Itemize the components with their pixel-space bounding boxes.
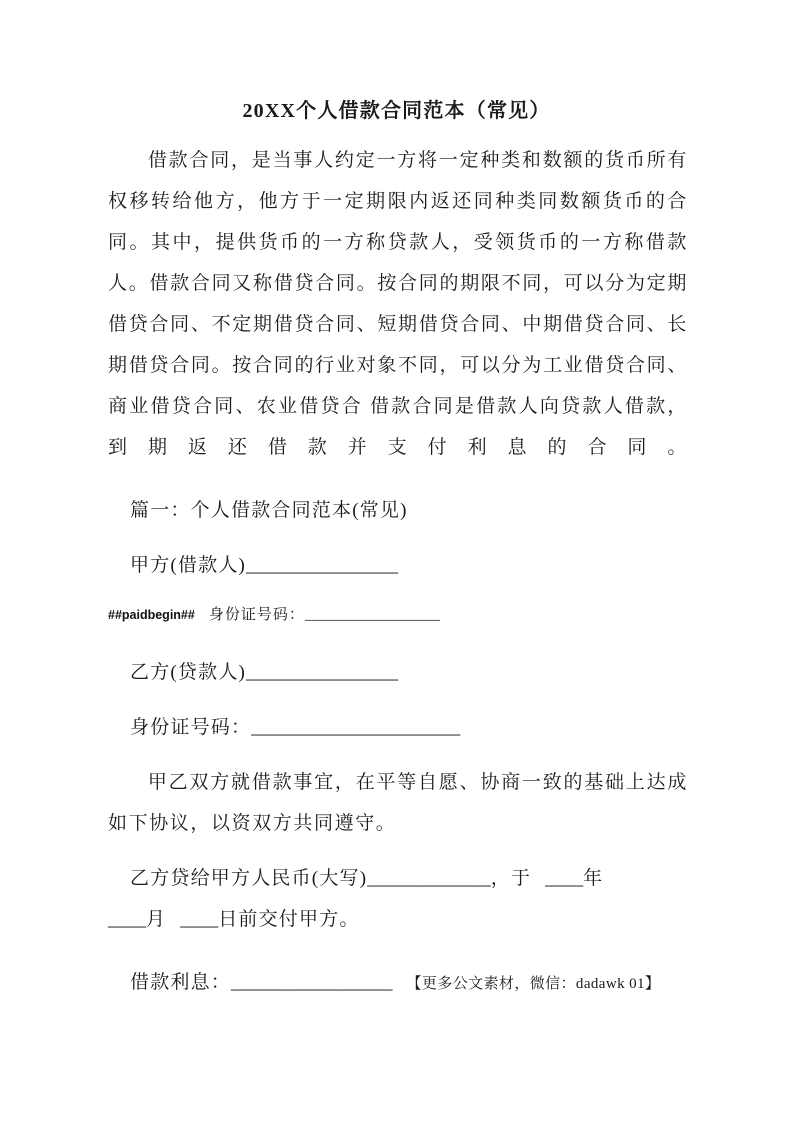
spacer <box>108 630 688 652</box>
party-b-id-label: 身份证号码： <box>130 717 252 738</box>
interest-blank[interactable]: _________________ <box>231 972 393 993</box>
loan-day-suffix: 日前交付甲方。 <box>218 909 360 930</box>
party-a-label: 甲方(借款人) <box>130 555 247 576</box>
interest-label: 借款利息： <box>130 972 232 993</box>
spacer <box>108 586 688 600</box>
interest-row <box>108 962 688 1005</box>
party-a-row <box>108 545 688 586</box>
page-title: 20XX个人借款合同范本（常见） <box>242 100 551 122</box>
loan-amount-row <box>108 858 688 899</box>
loan-year-blank[interactable]: ____ <box>545 868 584 889</box>
loan-year-label: 年 <box>583 868 604 889</box>
party-b-blank[interactable]: ________________ <box>246 662 399 683</box>
spacer <box>108 940 688 962</box>
loan-month-blank[interactable]: ____ <box>108 909 146 930</box>
party-a-blank[interactable]: ________________ <box>246 555 399 576</box>
loan-day-blank[interactable]: ____ <box>180 909 219 930</box>
loan-prefix: 乙方贷给甲方人民币(大写) <box>130 868 368 889</box>
loan-month-label: 月 <box>146 909 167 930</box>
loan-date-row <box>108 899 688 940</box>
party-a-id-label: 身份证号码： <box>208 607 305 623</box>
paid-begin-marker: ##paidbegin## <box>108 608 195 622</box>
spacer <box>108 468 688 490</box>
party-a-id-blank[interactable]: __________________ <box>304 607 440 623</box>
spacer <box>108 531 688 545</box>
section-heading: 篇一：个人借款合同范本(常见) <box>130 500 408 521</box>
party-a-id-row <box>108 600 688 630</box>
intro-paragraph: 借款合同，是当事人约定一方将一定种类和数额的货币所有权移转给他方，他方于一定期限内返还同种类同数额货币的合同。其中，提供货币的一方称贷款人，受领货币的一方称借款人。借款合同又称借贷合同。按合同的期限不同，可以分为定期借贷合同、不定期借贷合同、短期借贷合同、中期借贷合同、长期借贷合同。按合同的行业对象不同，可以分为工业借贷合同、商业借贷合同、农业借贷合 借款合同是借款人向贷款人借款，到期返还借款并支付利息的合同。 <box>108 150 688 458</box>
agreement-paragraph: 甲乙双方就借款事宜，在平等自愿、协商一致的基础上达成如下协议，以资双方共同遵守。 <box>108 772 688 834</box>
spacer <box>108 844 688 858</box>
party-b-id-blank[interactable]: ______________________ <box>251 717 461 738</box>
loan-mid: ，于 <box>490 868 532 889</box>
party-b-id-row <box>108 707 688 748</box>
loan-amount-blank[interactable]: _____________ <box>367 868 491 889</box>
spacer <box>108 693 688 707</box>
party-b-row <box>108 652 688 693</box>
party-b-label: 乙方(贷款人) <box>130 662 247 683</box>
watermark-note: 【更多公文素材，微信：dadawk 01】 <box>406 976 661 992</box>
document-body <box>108 140 688 1005</box>
spacer <box>108 748 688 762</box>
